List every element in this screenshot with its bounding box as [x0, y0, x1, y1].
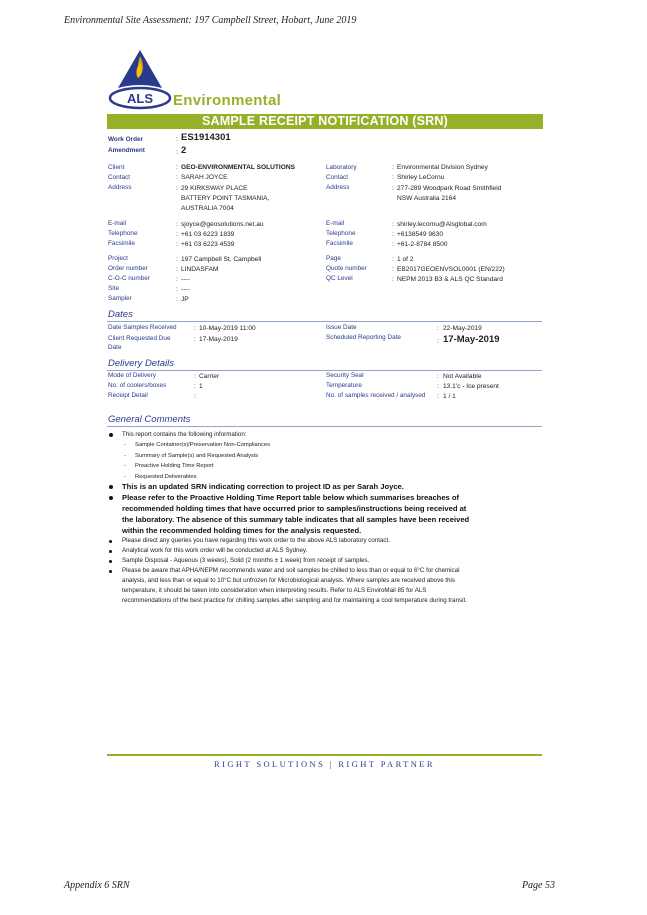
issue-date-value: 22-May-2019	[443, 325, 482, 332]
lab-email-value: shirley.lecornu@Alsglobal.com	[397, 221, 487, 228]
comment-sub-item: Summary of Sample(s) and Requested Analysis	[135, 452, 259, 459]
client-contact-label: Contact	[108, 174, 131, 181]
bullet-icon	[109, 496, 113, 500]
tagline: RIGHT SOLUTIONS | RIGHT PARTNER	[214, 759, 435, 769]
site-value: ----	[181, 286, 190, 293]
bullet-icon	[109, 560, 112, 563]
lab-address-label: Address	[326, 184, 350, 191]
client-address-line: AUSTRALIA 7004	[181, 205, 234, 212]
logo-text: ALS	[127, 91, 153, 106]
als-logo	[108, 48, 172, 110]
brand-name: Environmental	[173, 92, 282, 109]
comment-queries: Please direct any queries you have regarding this work order to the above ALS laboratory contact.	[122, 537, 390, 544]
temperature-label: Temperature	[326, 382, 362, 389]
client-due-label-2: Date	[108, 344, 122, 351]
security-seal-label: Security Seal	[326, 372, 364, 379]
receipt-detail-label: Receipt Detail	[108, 392, 148, 399]
client-due-value: 17-May-2019	[199, 336, 238, 343]
delivery-mode-value: Carrier	[199, 373, 220, 380]
section-divider	[107, 370, 542, 371]
client-email-value: sjoyce@geosolutions.net.au	[181, 221, 264, 228]
page-count-label: Page	[326, 255, 341, 262]
page-count-value: 1 of 2	[397, 256, 414, 263]
comment-chilling: temperature, it should be taken into consideration when interpreting results. Refer to ALS EnviroMail 85 for ALS	[122, 587, 427, 594]
coc-number-label: C-O-C number	[108, 275, 150, 282]
lab-contact-value: Shirley LeCornu	[397, 174, 445, 181]
coolers-value: 1	[199, 383, 203, 390]
bullet-icon	[109, 485, 113, 489]
samples-count-value: 1 / 1	[443, 393, 456, 400]
issue-date-label: Issue Date	[326, 324, 357, 331]
page-header: Environmental Site Assessment: 197 Campbell Street, Hobart, June 2019	[64, 15, 357, 26]
amendment-label: Amendment	[108, 147, 145, 154]
client-address-line: 29 KIRKSWAY PLACE	[181, 185, 248, 192]
client-telephone-value: +61 03 6223 1839	[181, 231, 235, 238]
lab-address-line: 277-289 Woodpark Road Smithfield	[397, 185, 502, 192]
coolers-label: No. of coolers/boxes	[108, 382, 167, 389]
order-number-label: Order number	[108, 265, 148, 272]
comment-chilling: Please be aware that APHA/NEPM recommends water and soil samples be chilled to less than or equal to 6°C for chemical	[122, 567, 460, 574]
bullet-icon	[109, 570, 112, 573]
quote-number-label: Quote number	[326, 265, 367, 272]
sampler-value: JP	[181, 296, 189, 303]
bullet-icon	[109, 433, 113, 437]
dates-section-title: Dates	[108, 309, 133, 320]
temperature-value: 13.1'c - Ice present	[443, 383, 499, 390]
lab-facsimile-label: Facsimile	[326, 240, 353, 247]
client-address-line: BATTERY POINT TASMANIA,	[181, 195, 270, 202]
client-facsimile-value: +61 03 6223 4539	[181, 241, 235, 248]
client-address-label: Address	[108, 184, 132, 191]
als-logo-icon	[108, 48, 172, 110]
lab-telephone-value: +6138549 9630	[397, 231, 444, 238]
bullet-icon	[109, 550, 112, 553]
comment-updated-srn: This is an updated SRN indicating correction to project ID as per Sarah Joyce.	[122, 482, 404, 491]
client-label: Client	[108, 164, 125, 171]
client-contact-value: SARAH JOYCE	[181, 174, 228, 181]
comment-holding-time: the laboratory. The absence of this summary table indicates that all samples have been received	[122, 515, 470, 524]
client-due-label: Client Requested Due	[108, 335, 171, 342]
date-received-value: 10-May-2019 11:00	[199, 325, 256, 332]
laboratory-value: Environmental Division Sydney	[397, 164, 488, 171]
project-value: 197 Campbell St, Campbell	[181, 256, 262, 263]
project-label: Project	[108, 255, 128, 262]
comment-chilling: analysis, and less than or equal to 10°C but unfrozen for Microbiological analysis. Where samples are received above this	[122, 577, 455, 584]
qc-level-value: NEPM 2013 B3 & ALS QC Standard	[397, 276, 503, 283]
page-title: SAMPLE RECEIPT NOTIFICATION (SRN)	[107, 114, 543, 129]
comments-section-title: General Comments	[108, 414, 191, 425]
lab-email-label: E-mail	[326, 220, 345, 227]
comment-sample-disposal: Sample Disposal - Aqueous (3 weeks), Solid (2 months ± 1 week) from receipt of samples.	[122, 557, 370, 564]
comment-holding-time: within the recommended holding times for the analysis requested.	[122, 526, 362, 535]
coc-number-value: ----	[181, 276, 190, 283]
client-email-label: E-mail	[108, 220, 127, 227]
amendment-value: 2	[181, 145, 187, 156]
lab-telephone-label: Telephone	[326, 230, 356, 237]
security-seal-value: Not Available	[443, 373, 482, 380]
section-divider	[107, 426, 542, 427]
footer-appendix: Appendix 6 SRN	[64, 880, 130, 891]
footer-divider	[107, 754, 542, 756]
sampler-label: Sampler	[108, 295, 132, 302]
section-divider	[107, 321, 542, 322]
qc-level-label: QC Level	[326, 275, 353, 282]
client-value: GEO-ENVIRONMENTAL SOLUTIONS	[181, 164, 296, 171]
quote-number-value: EB2017GEOENVSOL0001 (EN/222)	[397, 266, 505, 273]
order-number-value: LINDASFAM	[181, 266, 219, 273]
date-received-label: Date Samples Received	[108, 324, 177, 331]
scheduled-date-value: 17-May-2019	[443, 334, 500, 345]
comment-intro: This report contains the following information:	[122, 431, 247, 438]
comment-holding-time: recommended holding times that have occurred prior to samples/instructions being received at	[122, 504, 467, 513]
comment-sub-item: Requested Deliverables	[135, 473, 197, 480]
client-facsimile-label: Facsimile	[108, 240, 135, 247]
lab-facsimile-value: +61-2-8784 8500	[397, 241, 448, 248]
bullet-icon	[109, 540, 112, 543]
client-telephone-label: Telephone	[108, 230, 138, 237]
laboratory-label: Laboratory	[326, 164, 357, 171]
work-order-value: ES1914301	[181, 132, 231, 143]
lab-address-line: NSW Australia 2164	[397, 195, 457, 202]
comment-chilling: recommendations of the best practice for chilling samples after sampling and for maintaining a cool temperature during transit.	[122, 597, 467, 604]
comment-holding-time: Please refer to the Proactive Holding Time Report table below which summarises breaches of	[122, 493, 460, 502]
site-label: Site	[108, 285, 120, 292]
delivery-mode-label: Mode of Delivery	[108, 372, 156, 379]
comment-sub-item: Sample Container(s)/Preservation Non-Compliances	[135, 442, 270, 448]
lab-contact-label: Contact	[326, 174, 349, 181]
scheduled-date-label: Scheduled Reporting Date	[326, 334, 401, 341]
footer-page-number: Page 53	[521, 880, 555, 891]
work-order-label: Work Order	[108, 136, 144, 143]
samples-count-label: No. of samples received / analysed	[326, 392, 426, 399]
comment-analytical-work: Analytical work for this work order will be conducted at ALS Sydney.	[122, 547, 308, 554]
delivery-section-title: Delivery Details	[108, 358, 174, 369]
comment-sub-item: Proactive Holding Time Report	[135, 463, 214, 469]
